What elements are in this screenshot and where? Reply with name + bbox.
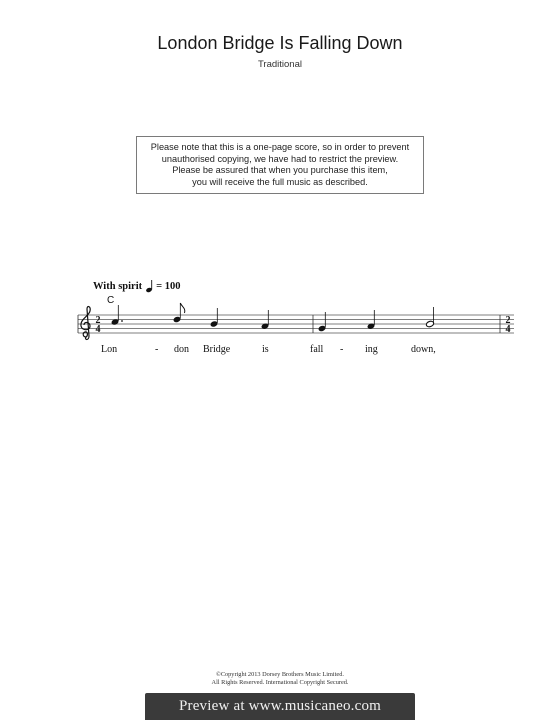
staff-lines — [78, 315, 514, 333]
lyric-syllable: ing — [365, 344, 378, 355]
notice-line: you will receive the full music as described. — [192, 176, 368, 187]
note-eighth — [173, 303, 185, 323]
lyric-syllable: down, — [411, 344, 436, 355]
note-quarter — [261, 310, 270, 330]
note-half — [426, 307, 435, 328]
lyric-syllable: is — [262, 344, 269, 355]
copyright-line: All Rights Reserved. International Copyright Secured. — [211, 678, 349, 686]
notice-line: Please be assured that when you purchase this item, — [172, 165, 388, 175]
time-sig-top: 2 — [505, 315, 511, 326]
time-sig-bottom: 4 — [95, 324, 101, 335]
notice-line: Please note that this is a one-page score, so in order to prevent — [150, 142, 410, 152]
courtesy-time-signature — [506, 315, 511, 335]
lyric-syllable: fall — [310, 344, 324, 355]
treble-clef-icon — [81, 307, 90, 340]
time-signature — [96, 315, 101, 335]
time-sig-top: 2 — [95, 315, 101, 326]
lyric-syllable: don — [174, 344, 189, 355]
notice-line: unauthorised copying, we have had to restrict the preview. — [161, 153, 399, 164]
time-sig-bottom: 4 — [505, 324, 511, 335]
note-quarter — [210, 308, 219, 328]
note-quarter — [367, 310, 376, 330]
copyright-line: ©Copyright 2013 Dorsey Brothers Music Limited. — [216, 671, 344, 678]
tempo-text: With spirit — [93, 280, 143, 292]
copyright-notice — [0, 671, 560, 686]
lyric-syllable: Bridge — [203, 344, 231, 355]
lyric-hyphen: - — [155, 344, 159, 355]
chord-symbol: C — [107, 295, 115, 306]
tempo-value: = 100 — [156, 280, 181, 292]
score-title: London Bridge Is Falling Down — [157, 33, 403, 53]
preview-link-banner[interactable]: Preview at www.musicaneo.com — [145, 693, 415, 720]
composer-credit: Traditional — [257, 59, 302, 70]
lyric-hyphen: - — [340, 344, 344, 355]
lyric-syllable: Lon — [101, 344, 118, 355]
